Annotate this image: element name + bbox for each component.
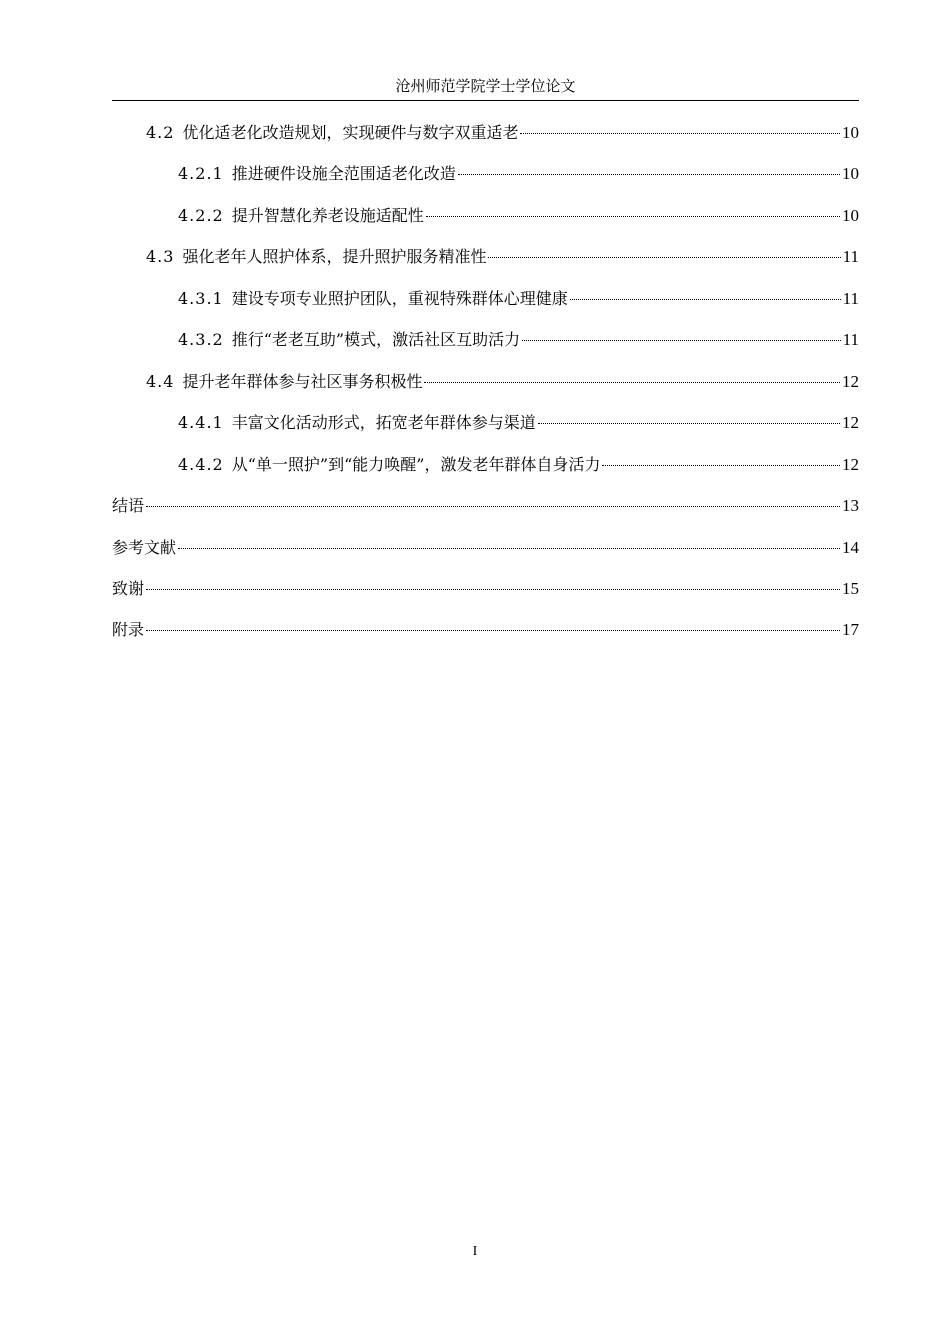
toc-entry-title: 参考文献 (112, 538, 177, 557)
toc-entry-4-3-1[interactable] (178, 288, 859, 310)
toc-dot-leader (146, 506, 840, 507)
toc-entry-page: 15 (842, 579, 859, 598)
toc-entry-4-2-2[interactable] (178, 205, 859, 227)
toc-entry-page: 13 (842, 496, 859, 515)
toc-dot-leader (488, 257, 840, 258)
toc-entry-title: 从“单一照护”到“能力唤醒”，激发老年群体自身活力 (231, 455, 601, 474)
page-number-footer: I (472, 1244, 478, 1259)
toc-entry-number: 4.3.1 (178, 289, 224, 308)
toc-entry-4-4[interactable] (146, 371, 859, 393)
toc-entry-page: 17 (842, 620, 859, 639)
toc-dot-leader (602, 465, 840, 466)
toc-entry-page: 10 (842, 123, 859, 142)
toc-dot-leader (424, 382, 840, 383)
toc-dot-leader (426, 216, 840, 217)
toc-entry-4-3-2[interactable] (178, 329, 859, 351)
toc-entry-number: 4.2 (146, 123, 175, 142)
toc-dot-leader (458, 174, 840, 175)
toc-entry-title: 优化适老化改造规划，实现硬件与数字双重适老 (182, 123, 519, 142)
toc-entry-page: 12 (842, 372, 859, 391)
toc-dot-leader (570, 299, 841, 300)
toc-entry-page: 12 (842, 455, 859, 474)
toc-entry-4-2[interactable] (146, 122, 859, 144)
toc-entry-page: 12 (842, 413, 859, 432)
toc-entry-title: 丰富文化活动形式，拓宽老年群体参与渠道 (231, 413, 536, 432)
toc-dot-leader (146, 589, 840, 590)
toc-entry-title: 推行“老老互助”模式，激活社区互助活力 (231, 330, 521, 349)
toc-entry-acknowledgements[interactable] (112, 578, 859, 600)
toc-entry-number: 4.2.1 (178, 164, 224, 183)
toc-entry-references[interactable] (112, 537, 859, 559)
toc-entry-page: 14 (842, 538, 859, 557)
toc-entry-4-2-1[interactable] (178, 163, 859, 185)
toc-dot-leader (178, 548, 840, 549)
toc-entry-page: 11 (842, 289, 859, 308)
toc-entry-appendix[interactable] (112, 619, 859, 641)
toc-entry-page: 11 (842, 330, 859, 349)
toc-entry-number: 4.2.2 (178, 206, 224, 225)
toc-entry-conclusion[interactable] (112, 495, 859, 517)
toc-entry-title: 提升智慧化养老设施适配性 (231, 206, 424, 225)
toc-entry-4-3[interactable] (146, 246, 859, 268)
toc-dot-leader (146, 630, 840, 631)
toc-entry-title: 建设专项专业照护团队，重视特殊群体心理健康 (231, 289, 568, 308)
toc-entry-number: 4.4 (146, 372, 175, 391)
toc-entry-page: 11 (842, 247, 859, 266)
toc-dot-leader (520, 133, 840, 134)
toc-entry-title: 强化老年人照护体系，提升照护服务精准性 (182, 247, 487, 266)
toc-entry-4-4-2[interactable] (178, 454, 859, 476)
toc-entry-page: 10 (842, 206, 859, 225)
toc-dot-leader (522, 340, 841, 341)
header-rule (112, 100, 859, 101)
toc-entry-number: 4.4.1 (178, 413, 224, 432)
toc-entry-title: 推进硬件设施全范围适老化改造 (231, 164, 456, 183)
toc-entry-title: 提升老年群体参与社区事务积极性 (182, 372, 423, 391)
toc-entry-number: 4.4.2 (178, 455, 224, 474)
toc-entry-title: 致谢 (112, 579, 145, 598)
toc-entry-4-4-1[interactable] (178, 412, 859, 434)
toc-dot-leader (538, 423, 840, 424)
toc-entry-number: 4.3 (146, 247, 175, 266)
toc-entry-number: 4.3.2 (178, 330, 224, 349)
toc-entry-page: 10 (842, 164, 859, 183)
toc-entry-title: 结语 (112, 496, 145, 515)
toc-entry-title: 附录 (112, 620, 145, 639)
page-header-title: 沧州师范学院学士学位论文 (395, 77, 576, 95)
